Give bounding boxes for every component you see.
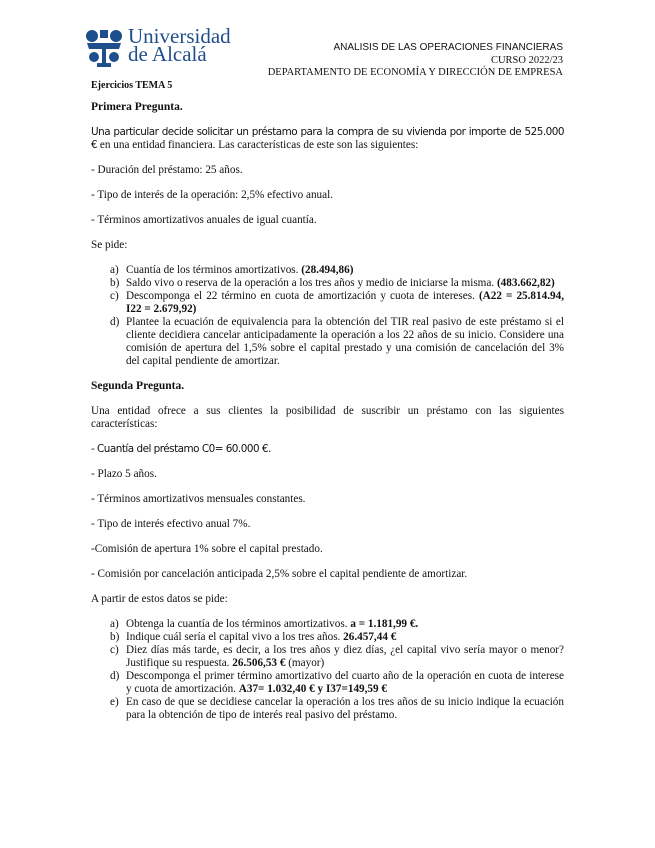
university-logo [83,24,248,71]
question-1-asks: Se pide: [91,239,128,251]
course-title: ANALISIS DE LAS OPERACIONES FINANCIERAS [333,42,563,53]
logo-line-1: Universidad [128,24,231,48]
list-item: c) Diez días más tarde, es decir, a los tres años y diez días, ¿el capital vivo sería mayor o menor? Justifique su respuesta. 26.506,53 € (mayor) [110,644,564,669]
question-1-duration: - Duración del préstamo: 25 años. [91,164,243,176]
list-item: a) Cuantía de los términos amortizativos. (28.494,86) [110,264,354,276]
list-item: d) Descomponga el primer término amortizativo del cuarto año de la operación en cuota de interese y cuota de amortización. A37= 1.032,40 € y I37=149,59 € [110,670,564,695]
logo-line-2: de Alcalá [128,42,207,66]
question-2-list [91,618,564,722]
question-2-title: Segunda Pregunta. [91,380,185,392]
list-item: a) Obtenga la cuantía de los términos amortizativos. a = 1.181,99 €. [110,618,419,630]
list-item: c) Descomponga el 22 término en cuota de amortización y cuota de intereses. (A22 = 25.814.94, I22 = 2.679,92) [110,290,564,315]
list-item: d) Plantee la ecuación de equivalencia para la obtención del TIR real pasivo de este préstamo si el cliente decidiera cancelar anticipadamente la operación a los 22 años de su inicio. Considere una comisión de apertura del 1,5% sobre el capital prestado y una comisión de cancelación del 3% del capital pendiente de amortizar. [110,316,564,367]
document-body [91,79,564,734]
question-2-payments: - Términos amortizativos mensuales constantes. [91,493,306,505]
question-1-intro: Una particular decide solicitar un préstamo para la compra de su vivienda por importe de 525.000 € en una entidad financiera. Las características de este son las siguientes: [91,126,564,151]
exercise-subtitle: Ejercicios TEMA 5 [91,80,173,91]
question-1-title: Primera Pregunta. [91,101,183,113]
course-year: CURSO 2022/23 [490,55,563,66]
department: DEPARTAMENTO DE ECONOMÍA Y DIRECCIÓN DE EMPRESA [267,67,563,78]
university-crest-icon [83,27,125,69]
list-item: b) Saldo vivo o reserva de la operación a los tres años y medio de iniciarse la misma. (483.662,82) [110,277,555,289]
question-1-terms: - Términos amortizativos anuales de igual cuantía. [91,214,317,226]
question-1-list [91,264,564,368]
question-2-amount: - Cuantía del préstamo C0= 60.000 €. [91,443,271,455]
question-1-rate: - Tipo de interés de la operación: 2,5% efectivo anual. [91,189,334,201]
question-2-term: - Plazo 5 años. [91,468,157,480]
list-item: e) En caso de que se decidiese cancelar la operación a los tres años de su inicio indique la ecuación para la obtención de tipo de interés real pasivo del préstamo. [110,696,564,721]
question-2-intro: Una entidad ofrece a sus clientes la posibilidad de suscribir un préstamo con las siguientes características: [91,405,564,430]
question-2-cancel-fee: - Comisión por cancelación anticipada 2,5% sobre el capital pendiente de amortizar. [91,568,468,580]
list-item: b) Indique cuál sería el capital vivo a los tres años. 26.457,44 € [110,631,397,643]
question-2-asks: A partir de estos datos se pide: [91,593,228,605]
question-2-opening-fee: -Comisión de apertura 1% sobre el capital prestado. [91,543,323,555]
question-2-rate: - Tipo de interés efectivo anual 7%. [91,518,251,530]
